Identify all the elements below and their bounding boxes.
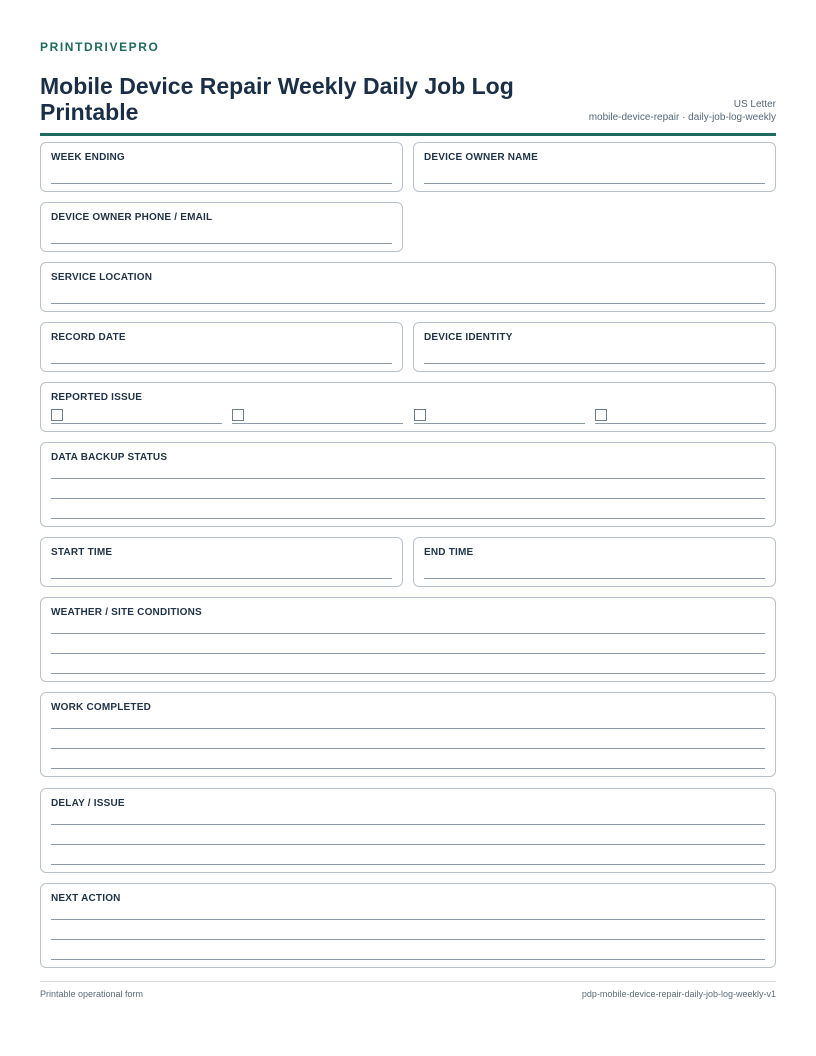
option-write-line[interactable] <box>232 423 403 424</box>
option-write-line[interactable] <box>51 423 222 424</box>
next-action-line-2[interactable] <box>51 939 765 940</box>
device-identity-write-line[interactable] <box>424 363 765 364</box>
service-location-write-line[interactable] <box>51 303 765 304</box>
footer-form-id: pdp-mobile-device-repair-daily-job-log-weekly-v1 <box>581 989 776 999</box>
service-location-label: SERVICE LOCATION <box>51 272 153 283</box>
data-backup-status-field[interactable] <box>40 442 776 527</box>
device-owner-contact-label: DEVICE OWNER PHONE / EMAIL <box>51 212 213 223</box>
delay-issue-line-2[interactable] <box>51 844 765 845</box>
next-action-line-1[interactable] <box>51 919 765 920</box>
option-write-line[interactable] <box>595 423 766 424</box>
delay-issue-line-1[interactable] <box>51 824 765 825</box>
end-time-field[interactable] <box>413 537 776 587</box>
checkbox[interactable] <box>595 409 607 421</box>
data-backup-status-line-1[interactable] <box>51 478 765 479</box>
work-completed-label: WORK COMPLETED <box>51 702 152 713</box>
paper-size: US Letter <box>733 99 776 110</box>
device-owner-contact-write-line[interactable] <box>51 243 392 244</box>
start-time-label: START TIME <box>51 547 113 558</box>
data-backup-status-line-3[interactable] <box>51 518 765 519</box>
device-identity-label: DEVICE IDENTITY <box>424 332 513 343</box>
week-ending-label: WEEK ENDING <box>51 152 125 163</box>
work-completed-line-1[interactable] <box>51 728 765 729</box>
next-action-line-3[interactable] <box>51 959 765 960</box>
form-header <box>40 54 776 136</box>
data-backup-status-label: DATA BACKUP STATUS <box>51 452 168 463</box>
week-ending-write-line[interactable] <box>51 183 392 184</box>
form-meta <box>589 98 776 124</box>
device-identity-field[interactable] <box>413 322 776 372</box>
start-time-write-line[interactable] <box>51 578 392 579</box>
footer-divider <box>40 981 776 982</box>
reported-issue-field <box>40 382 776 432</box>
record-date-label: RECORD DATE <box>51 332 126 343</box>
form-slug: mobile-device-repair · daily-job-log-weekly <box>588 112 776 123</box>
brand-name: PRINTDRIVEPRO <box>40 40 160 54</box>
record-date-field[interactable] <box>40 322 403 372</box>
end-time-label: END TIME <box>424 547 474 558</box>
page-title: Mobile Device Repair Weekly Daily Job Log Printable <box>40 73 514 125</box>
weather-site-conditions-field[interactable] <box>40 597 776 682</box>
week-ending-field[interactable] <box>40 142 403 192</box>
device-owner-name-label: DEVICE OWNER NAME <box>424 152 538 163</box>
checkbox[interactable] <box>232 409 244 421</box>
weather-line-1[interactable] <box>51 633 765 634</box>
reported-issue-option-1[interactable] <box>51 409 222 423</box>
delay-issue-line-3[interactable] <box>51 864 765 865</box>
service-location-field[interactable] <box>40 262 776 312</box>
work-completed-line-3[interactable] <box>51 768 765 769</box>
delay-issue-label: DELAY / ISSUE <box>51 798 125 809</box>
start-time-field[interactable] <box>40 537 403 587</box>
delay-issue-field[interactable] <box>40 788 776 873</box>
device-owner-contact-field[interactable] <box>40 202 403 252</box>
form-page <box>40 40 776 136</box>
reported-issue-option-2[interactable] <box>232 409 403 423</box>
reported-issue-option-3[interactable] <box>414 409 585 423</box>
reported-issue-label: REPORTED ISSUE <box>51 392 143 403</box>
next-action-label: NEXT ACTION <box>51 893 121 904</box>
work-completed-field[interactable] <box>40 692 776 777</box>
next-action-field[interactable] <box>40 883 776 968</box>
device-owner-name-write-line[interactable] <box>424 183 765 184</box>
weather-line-2[interactable] <box>51 653 765 654</box>
weather-site-conditions-label: WEATHER / SITE CONDITIONS <box>51 607 202 618</box>
checkbox[interactable] <box>414 409 426 421</box>
option-write-line[interactable] <box>414 423 585 424</box>
end-time-write-line[interactable] <box>424 578 765 579</box>
weather-line-3[interactable] <box>51 673 765 674</box>
record-date-write-line[interactable] <box>51 363 392 364</box>
reported-issue-option-4[interactable] <box>595 409 766 423</box>
work-completed-line-2[interactable] <box>51 748 765 749</box>
footer-note: Printable operational form <box>40 989 144 999</box>
data-backup-status-line-2[interactable] <box>51 498 765 499</box>
checkbox[interactable] <box>51 409 63 421</box>
device-owner-name-field[interactable] <box>413 142 776 192</box>
